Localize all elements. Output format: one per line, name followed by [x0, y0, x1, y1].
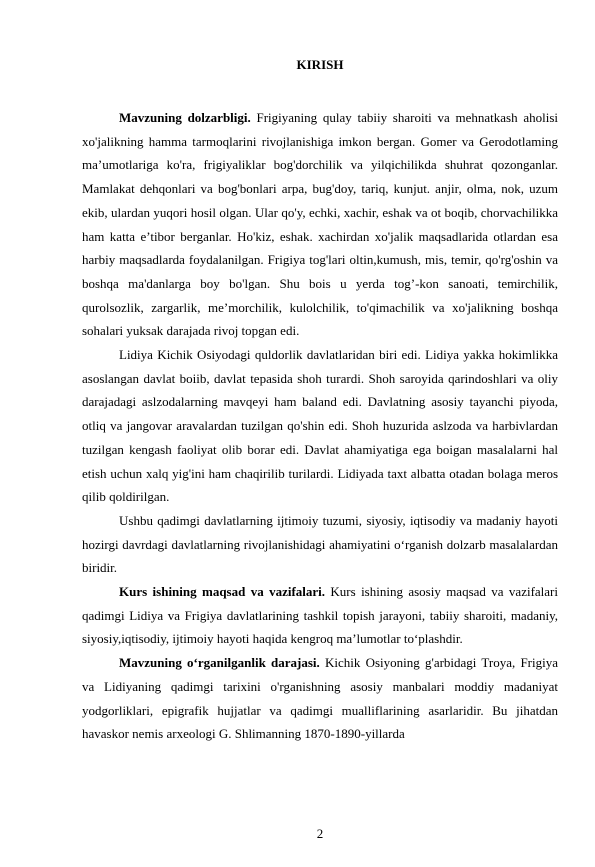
paragraph-lydia — [82, 343, 558, 509]
paragraph-importance — [82, 509, 558, 580]
page-title: KIRISH — [296, 57, 344, 72]
paragraph-study-level — [82, 651, 558, 746]
paragraph-lead: Kurs ishining maqsad va vazifalari. — [119, 584, 326, 600]
paragraph-relevance — [82, 106, 558, 343]
page-number: 2 — [316, 826, 324, 841]
paragraph-lead: Mavzuning dolzarbligi. — [119, 110, 251, 125]
paragraph-text: Frigiyaning qulay tabiiy sharoiti va mehnatkash aholisi xo'jalikning hamma tarmoqlarini rivojlanishiga imkon bergan. Gomer va Gerodotlaming ma’umotlariga ko'ra, frigiyaliklar bog'dorchilik va yilqichilikda shuhrat qozonganlar. Mamlakat dehqonlari va bog'bonlari arpa, bug'doy, tariq, kunjut. anjir, olma, nok, uzum ekib, ulardan yuqori hosil olgan. Ular qo'y, echki, xachir, eshak va ot boqib, chorvachilikka ham katta e’tibor berganlar. Ho'kiz, eshak. xachirdan xo'jalik maqsadlarida otlardan esa harbiy maqsadlarda foydalanilgan. Frigiya tog'lari oltin,kumush, mis, temir, qo'rg'oshin va boshqa ma'danlarga boy bo'lgan. Shu bois u yerda tog’-kon sanoati, temirchilik, qurolsozlik, zargarlik, me’morchilik, kulolchilik, to'qimachilik va xo'jalikning boshqa sohalari yuksak darajada rivoj topgan edi. — [82, 110, 558, 339]
paragraph-text: Kurs ishining asosiy maqsad va vazifalari qadimgi Lidiya va Frigiya davlatlarining tashkil topish jarayoni, tabiiy sharoiti, madaniy, siyosiy,iqtisodiy, ijtimoiy hayoti haqida kengroq ma’lumotlar to‘plashdir. — [82, 584, 558, 647]
paragraph-goals — [82, 580, 558, 651]
body-text — [82, 106, 558, 746]
paragraph-lead: Mavzuning o‘rganilganlik darajasi. — [119, 655, 320, 671]
paragraph-text: Lidiya Kichik Osiyodagi quldorlik davlatlaridan biri edi. Lidiya yakka hokimlikka asoslangan davlat boiib, davlat tepasida shoh turardi. Shoh saroyida qarindoshlari va oliy darajadagi aslzodalarning mavqeyi ham baland edi. Davlatning asosiy tayanchi piyoda, otliq va jangovar aravalardan tuzilgan qo'shin edi. Shoh huzurida aslzoda va harbivlardan tuzilgan kengash faoliyat olib borar edi. Davlat ahamiyatiga ega boigan masalalarni hal etish uchun xalq yig'ini ham chaqirilib turilardi. Lidiyada taxt albatta otadan bolaga meros qilib qoldirilgan. — [82, 347, 558, 505]
paragraph-text: Ushbu qadimgi davlatlarning ijtimoiy tuzumi, siyosiy, iqtisodiy va madaniy hayoti hozirgi davrdagi davlatlarning rivojlanishidagi ahamiyatini o‘rganish dolzarb masalalardan biridir. — [82, 512, 558, 576]
paragraph-text: Kichik Osiyoning g'arbidagi Troya, Frigiya va Lidiyaning qadimgi tarixini o'rganishning asosiy manbalari moddiy madaniyat yodgorliklari, epigrafik hujjatlar va qadimgi mualliflarining asarlaridir. Bu jihatdan havaskor nemis arxeologi G. Shlimanning 1870-1890-yillarda — [82, 655, 558, 742]
